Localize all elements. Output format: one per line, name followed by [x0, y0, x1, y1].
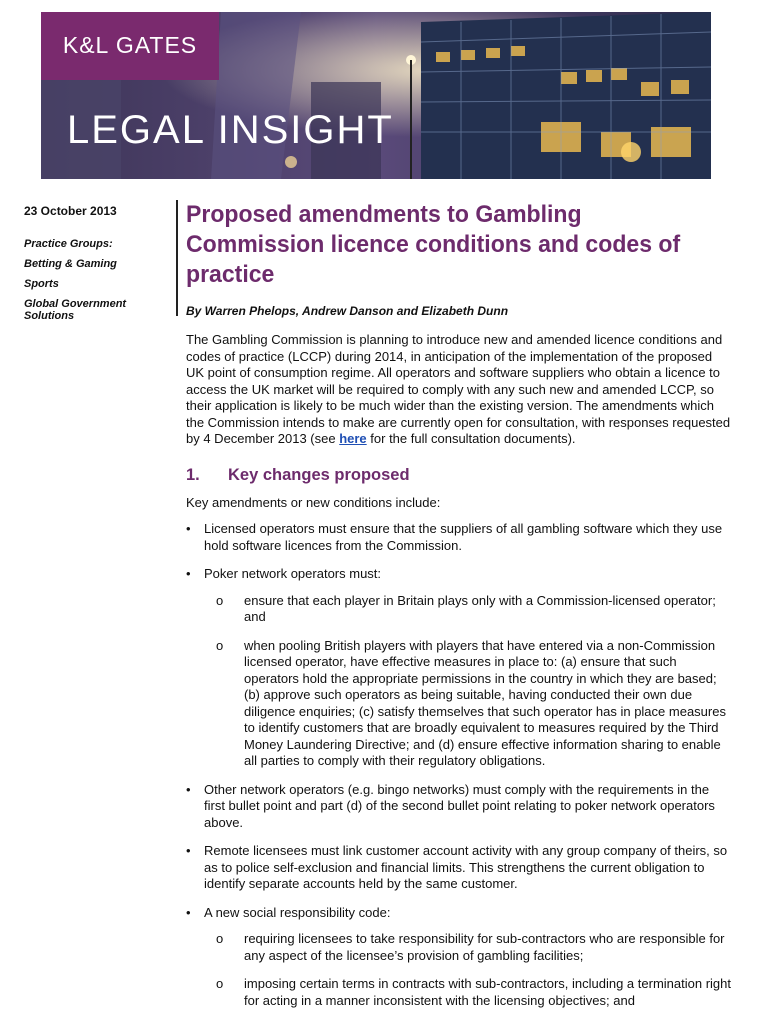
section-number: 1.	[186, 465, 200, 484]
banner-label: LEGAL INSIGHT	[67, 108, 394, 152]
intro-text-end: for the full consultation documents).	[366, 431, 576, 446]
list-item: • Other network operators (e.g. bingo networks) must comply with the requirements in the first bullet point and part (d) of the second bullet point relating to poker network operators above.	[186, 782, 731, 832]
sidebar-divider	[176, 200, 178, 316]
list-item: • Licensed operators must ensure that the suppliers of all gambling software which they use hold software licences from the Commission.	[186, 521, 731, 554]
sub-list-item: o imposing certain terms in contracts with sub-contractors, including a termination right for acting in a manner inconsistent with the licensing objectives; and	[204, 976, 731, 1009]
list-item: • A new social responsibility code: o requiring licensees to take responsibility for sub-contractors who are responsible for any aspect of the licensee’s provision of gambling facilities; o imposing certain terms in contracts with sub-contractors, including a termination right for acting in a manner inconsistent with the licensing objectives; and	[186, 905, 731, 1010]
intro-paragraph	[186, 332, 731, 448]
bullet-list	[186, 521, 731, 1009]
list-item: • Poker network operators must: o ensure that each player in Britain plays only with a Commission-licensed operator; and o when pooling British players with players that have entered via a non-Commission licensed operator, have effective measures in place to: (a) ensure that such operators hold the appropriate permissions in the country in which they are based; (b) approve such operators as being suitable, having conducted their own due diligence enquiries; (c) satisfy themselves that such operator has in place measures to identify customers that are broadly equivalent to measures required by the Third Money Laundering Directive; and (d) ensure effective information sharing to enable all parties to comply with their regulatory obligations.	[186, 566, 731, 770]
practice-group: Global Government Solutions	[24, 298, 127, 322]
logo	[41, 12, 219, 80]
list-item: • Remote licensees must link customer account activity with any group company of theirs, so as to police self-exclusion and financial limits. This strengthens the current obligation to identify separate accounts held by the same customer.	[186, 843, 731, 893]
section-intro: Key amendments or new conditions include:	[186, 494, 441, 510]
byline: By Warren Phelops, Andrew Danson and Elizabeth Dunn	[186, 304, 509, 318]
sidebar	[24, 204, 164, 330]
practice-groups-label: Practice Groups:	[24, 238, 113, 250]
sub-list	[204, 593, 731, 770]
article-title: Proposed amendments to Gambling Commission licence conditions and codes of practice	[186, 201, 681, 288]
sub-list	[204, 931, 731, 1009]
consultation-link[interactable]: here	[339, 431, 367, 446]
sub-list-item: o requiring licensees to take responsibility for sub-contractors who are responsible for any aspect of the licensee’s provision of gambling facilities;	[204, 931, 731, 964]
section-heading	[186, 466, 731, 485]
section-title: Key changes proposed	[228, 465, 410, 484]
logo-text: K&L GATES	[62, 32, 198, 58]
publication-date: 23 October 2013	[24, 204, 117, 218]
sub-list-item: o when pooling British players with players that have entered via a non-Commission licensed operator, have effective measures in place to: (a) ensure that such operators hold the appropriate permissions in the country in which they are based; (b) approve such operators as being suitable, having conducted their own due diligence enquiries; (c) satisfy themselves that such operator has in place measures to identify customers that are broadly equivalent to measures required by the Third Money Laundering Directive; and (d) ensure effective information sharing to enable all parties to comply with their regulatory obligations.	[204, 638, 731, 770]
sub-list-item: o ensure that each player in Britain plays only with a Commission-licensed operator; and	[204, 593, 731, 626]
intro-text: The Gambling Commission is planning to introduce new and amended licence conditions and codes of practice (LCCP) during 2014, in anticipation of the implementation of the proposed UK point of consumption regime. All operators and software suppliers who obtain a licence to access the UK market will be required to comply with any such new and amended LCCP, so their application is likely to be much wider than the existing version. The amendments which the Commission intends to make are currently open for consultation, with responses requested by 4 December 2013 (see	[186, 332, 731, 446]
practice-group: Betting & Gaming	[24, 258, 117, 270]
practice-group: Sports	[24, 278, 59, 290]
article	[186, 200, 731, 1021]
